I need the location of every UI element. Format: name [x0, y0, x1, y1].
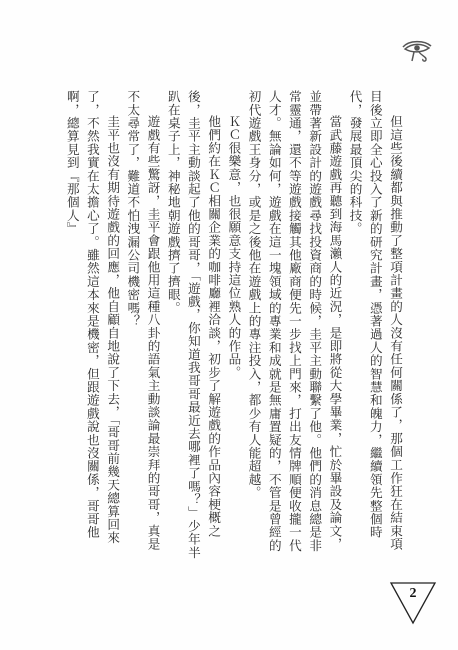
paragraph: 遊戲有些驚訝，圭平會跟他用這種八卦的語氣主動談論最崇拜的哥哥，真是不太尋常了，難道不怕洩漏公司機密嗎？ [125, 90, 161, 551]
page-number-badge [388, 580, 438, 626]
paragraph: ＫＣ很樂意，也很願意支持這位熟人的作品。 [226, 115, 242, 380]
paragraph: 但這些後續都與推動了整項計畫的人沒有任何關係了，那個工作狂在結束項目後立即全心投入了新的研究計畫，憑著過人的智慧和魄力，繼續領先整個時代，發展最頂尖的科技。 [347, 90, 403, 551]
paragraph: 當武藤遊戲再聽到海馬瀨人的近況，是即將從大學畢業，忙於畢設及論文，並帶著新設計的遊戲尋找投資商的時候，圭平主動聯繫了他。他們的消息總是非常靈通，還不等遊戲接觸其他廠商便先一步找上門來，打出友情牌順便收攏一代人才。無論如何，遊戲在這一塊領域的專業和成就是無庸置疑的，不管是曾經的初代遊戲王身分，或是之後他在遊戲上的專注投入，都少有人能超越。 [246, 90, 343, 552]
eye-of-horus-icon [400, 38, 434, 64]
page-number: 2 [409, 586, 417, 601]
paragraph: 他們約在ＫＣ相關企業的咖啡廳裡洽談，初步了解遊戲的作品內容梗概之後，圭平主動談起了他的哥哥，「遊戲，你知道我哥哥最近去哪裡了嗎？」少年半趴在桌子上，神秘地朝遊戲擠了擠眼。 [165, 90, 222, 559]
vertical-body-text [64, 90, 405, 560]
paragraph: 圭平也沒有期待遊戲的回應，他自顧自地說了下去，「哥哥前幾天總算回來了，不然我實在太擔心了。雖然這本來是機密，但跟遊戲說也沒關係，哥哥他啊，總算見到『那個人』 [64, 90, 121, 545]
